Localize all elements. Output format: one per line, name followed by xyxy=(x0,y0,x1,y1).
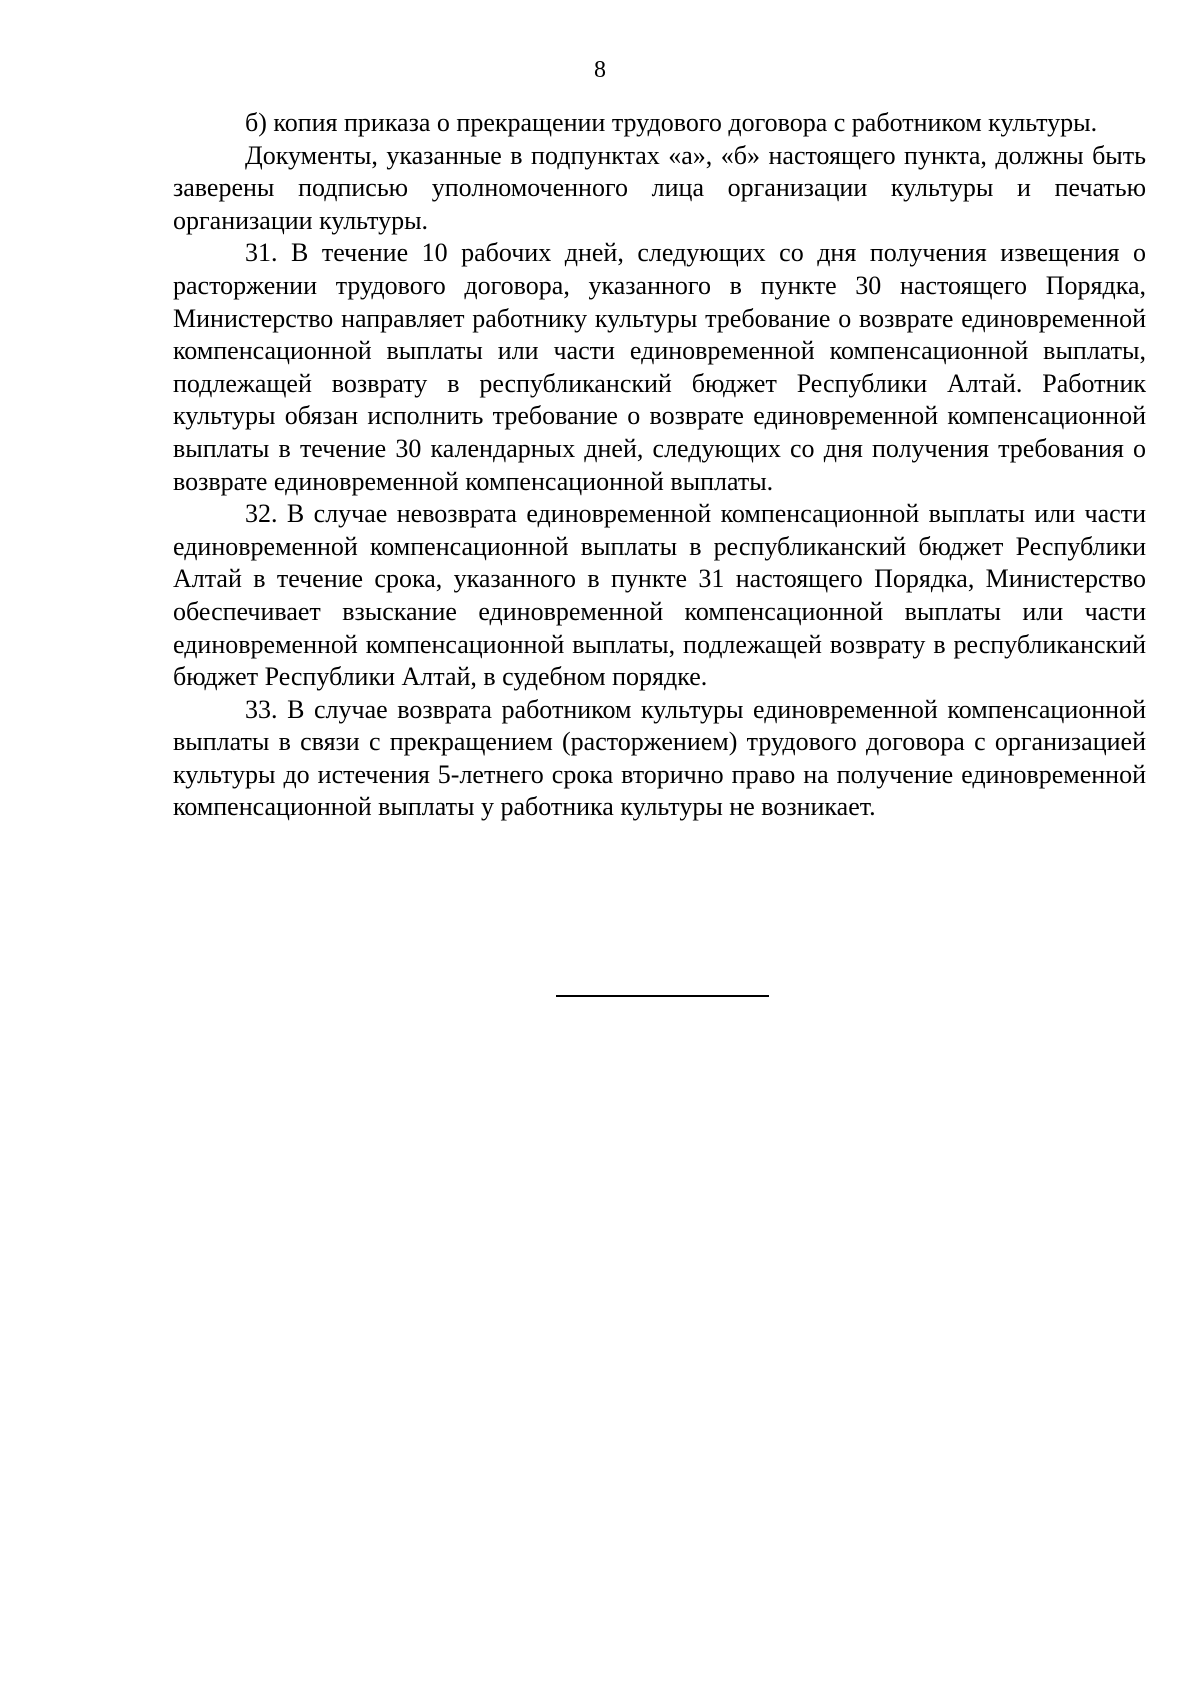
paragraph-documents-certification: Документы, указанные в подпунктах «а», «б» настоящего пункта, должны быть заверены подписью уполномоченного лица организации культуры и печатью организации культуры. xyxy=(173,140,1146,235)
end-of-document-rule xyxy=(556,995,769,997)
paragraph-item-32: 32. В случае невозврата единовременной компенсационной выплаты или части единовременной компенсационной выплаты в республиканский бюджет Республики Алтай в течение срока, указанного в пункте 31 настоящего Порядка, Министерство обеспечивает взыскание единовременной компенсационной выплаты или части единовременной компенсационной выплаты, подлежащей возврату в республиканский бюджет Республики Алтай, в судебном порядке. xyxy=(173,499,1146,692)
paragraph-item-33: 33. В случае возврата работником культуры единовременной компенсационной выплаты в связи с прекращением (расторжением) трудового договора с организацией культуры до истечения 5-летнего срока вторично право на получение единовременной компенсационной выплаты у работника культуры не возникает. xyxy=(173,694,1146,822)
page-number: 8 xyxy=(594,57,606,83)
document-body xyxy=(173,107,1146,824)
paragraph-subitem-b: б) копия приказа о прекращении трудового договора с работником культуры. xyxy=(245,108,1098,137)
paragraph-item-31: 31. В течение 10 рабочих дней, следующих со дня получения извещения о расторжении трудового договора, указанного в пункте 30 настоящего Порядка, Министерство направляет работнику культуры требование о возврате единовременной компенсационной выплаты или части единовременной компенсационной выплаты, подлежащей возврату в республиканский бюджет Республики Алтай. Работник культуры обязан исполнить требование о возврате единовременной компенсационной выплаты в течение 30 календарных дней, следующих со дня получения требования о возврате единовременной компенсационной выплаты. xyxy=(173,238,1146,496)
